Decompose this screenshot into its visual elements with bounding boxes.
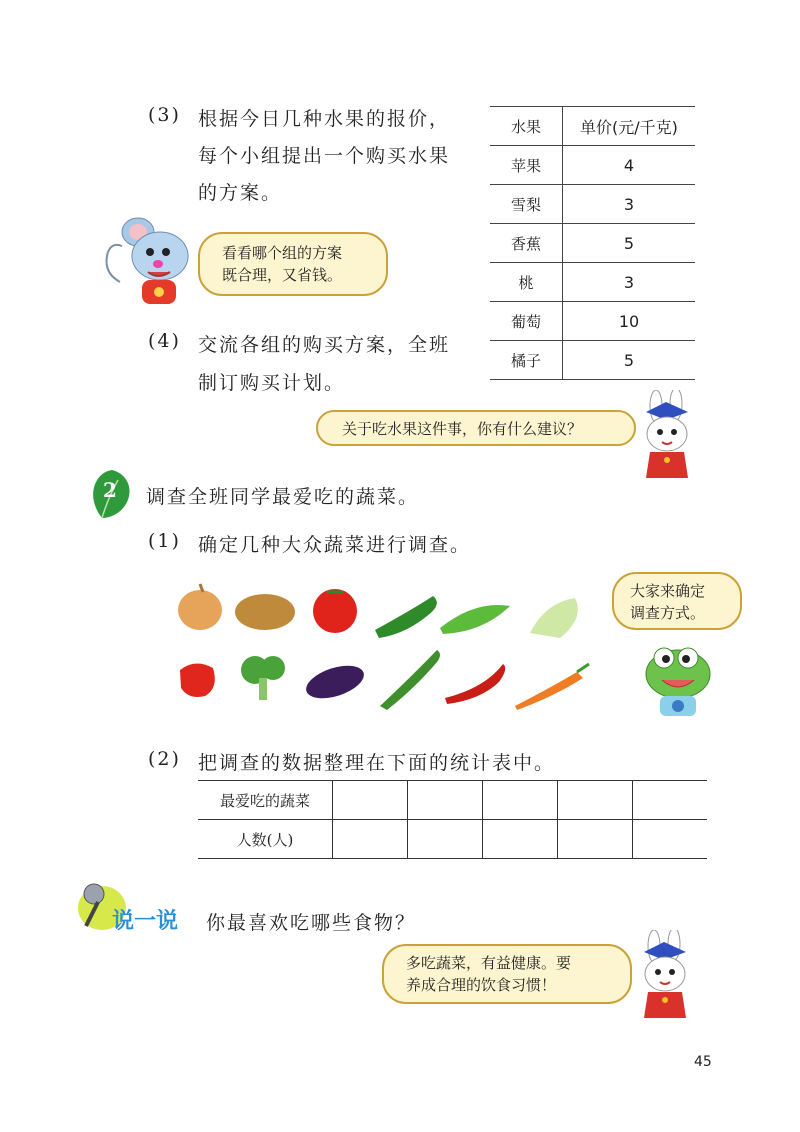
section3-line3: 的方案。	[198, 182, 283, 204]
section3-number: (3)	[148, 104, 181, 126]
sub1-number: (1)	[148, 530, 181, 552]
table-row	[490, 302, 695, 341]
sub2-text: 把调查的数据整理在下面的统计表中。	[198, 752, 556, 774]
blank-cell[interactable]	[558, 820, 633, 859]
blank-cell[interactable]	[408, 781, 483, 820]
talk-label: 说一说	[112, 909, 179, 934]
chili-pepper-icon	[445, 664, 505, 704]
blank-cell[interactable]	[483, 820, 558, 859]
chinese-cabbage-icon	[530, 598, 578, 638]
eggplant-icon	[302, 659, 368, 704]
frog-mascot-illustration	[636, 636, 720, 720]
fruit-name: 苹果	[490, 146, 563, 185]
fruit-price-table	[490, 106, 695, 380]
fruit-name: 香蕉	[490, 224, 563, 263]
table-row	[490, 146, 695, 185]
cucumber-icon	[380, 650, 440, 710]
vegetables-illustration	[165, 578, 595, 713]
stat-row1-label: 最爱吃的蔬菜	[198, 781, 333, 820]
broccoli-icon	[241, 656, 285, 700]
table-row	[198, 781, 707, 820]
blank-cell[interactable]	[333, 781, 408, 820]
task2-number: 2	[103, 478, 117, 502]
fruit-name: 葡萄	[490, 302, 563, 341]
rabbit-mascot-illustration	[632, 390, 702, 482]
table-header-row	[490, 107, 695, 146]
table-row	[198, 820, 707, 859]
table-row	[490, 341, 695, 380]
blank-cell[interactable]	[558, 781, 633, 820]
mouse-speech-bubble	[198, 232, 388, 296]
fruit-name: 雪梨	[490, 185, 563, 224]
blank-cell[interactable]	[483, 781, 558, 820]
rabbit-bubble2-line1: 多吃蔬菜，有益健康。要	[406, 954, 572, 972]
carrot-icon	[515, 664, 589, 710]
table-row	[490, 224, 695, 263]
fruit-name: 橘子	[490, 341, 563, 380]
section3-line1: 根据今日几种水果的报价，	[198, 108, 451, 130]
section4-line2: 制订购买计划。	[198, 372, 346, 394]
fruit-price: 3	[563, 185, 696, 224]
blank-cell[interactable]	[633, 781, 708, 820]
table-row	[490, 263, 695, 302]
rabbit-bubble2-line2: 养成合理的饮食习惯！	[406, 976, 557, 994]
frog-speech-bubble	[612, 572, 742, 630]
header-price: 单价(元/千克)	[563, 107, 696, 146]
tomato-icon	[313, 589, 357, 633]
vegetable-statistics-table	[198, 780, 707, 859]
potato-icon	[235, 594, 295, 630]
talk-question: 你最喜欢吃哪些食物？	[206, 912, 417, 934]
section4-number: (4)	[148, 330, 181, 352]
sub1-text: 确定几种大众蔬菜进行调查。	[198, 534, 472, 556]
blank-cell[interactable]	[408, 820, 483, 859]
rabbit-speech-bubble-1: 关于吃水果这件事，你有什么建议？	[316, 410, 636, 446]
sub2-number: (2)	[148, 748, 181, 770]
rabbit-mascot-illustration-2	[630, 930, 700, 1022]
blank-cell[interactable]	[633, 820, 708, 859]
section4-line1: 交流各组的购买方案，全班	[198, 334, 451, 356]
header-fruit: 水果	[490, 107, 563, 146]
fruit-price: 5	[563, 341, 696, 380]
onion-icon	[178, 584, 222, 630]
bell-pepper-icon	[180, 663, 215, 697]
mouse-bubble-line1: 看看哪个组的方案	[222, 244, 343, 262]
section3-line2: 每个小组提出一个购买水果	[198, 145, 451, 167]
task2-title: 调查全班同学最爱吃的蔬菜。	[146, 486, 420, 508]
mouse-mascot-illustration	[100, 212, 200, 307]
fruit-price: 5	[563, 224, 696, 263]
frog-bubble-line1: 大家来确定	[630, 582, 706, 600]
mouse-bubble-line2: 既合理，又省钱。	[222, 266, 343, 284]
stat-row2-label: 人数(人)	[198, 820, 333, 859]
rabbit-speech-bubble-2	[382, 944, 632, 1004]
zucchini-icon	[375, 596, 437, 638]
fruit-price: 3	[563, 263, 696, 302]
frog-bubble-line2: 调查方式。	[630, 604, 706, 622]
fruit-price: 10	[563, 302, 696, 341]
blank-cell[interactable]	[333, 820, 408, 859]
pea-pod-icon	[440, 605, 510, 634]
table-row	[490, 185, 695, 224]
fruit-name: 桃	[490, 263, 563, 302]
page-number: 45	[694, 1054, 712, 1070]
fruit-price: 4	[563, 146, 696, 185]
